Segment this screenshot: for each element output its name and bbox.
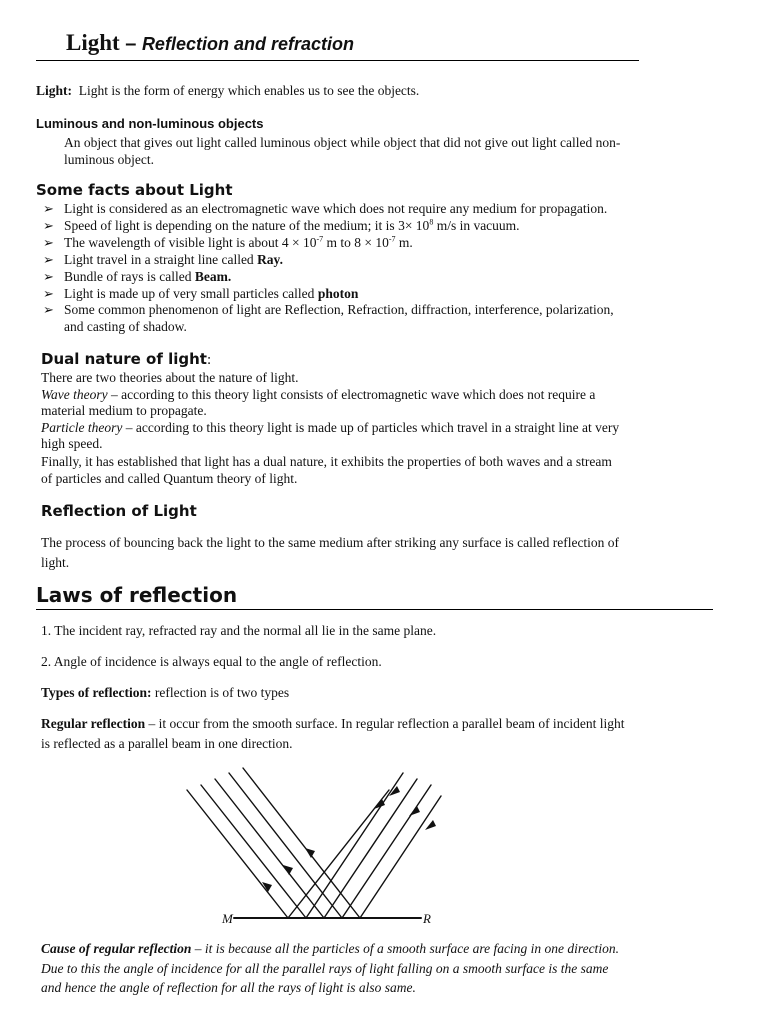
facts-heading: Some facts about Light	[36, 181, 233, 199]
bullet-arrow-icon: ➢	[43, 218, 54, 233]
reflection-line-1: The process of bouncing back the light to the same medium after striking any surface is called reflection of	[41, 535, 620, 550]
fact-item: Light is made up of very small particles called photon	[64, 286, 359, 301]
particle-theory: Particle theory – according to this theory light is made up of particles which travel in a straight line at very	[41, 420, 620, 435]
mirror-left-label: M	[222, 911, 233, 926]
luminous-line-1: An object that gives out light called luminous object while object that did not give out light called non-	[64, 135, 621, 150]
fact-item: The wavelength of visible light is about $4 \times 10^{-7}$ m to $8 \times 10^{-7}$ m.	[64, 234, 413, 250]
luminous-heading: Luminous and non-luminous objects	[36, 116, 264, 131]
fact-item: Bundle of rays is called Beam.	[64, 269, 232, 284]
bullet-arrow-icon: ➢	[43, 201, 54, 216]
fact-item-continuation: and casting of shadow.	[64, 319, 187, 334]
bullet-arrow-icon: ➢	[43, 252, 54, 267]
title-sub: Reflection and refraction	[141, 34, 354, 54]
light-label: Light:	[36, 83, 73, 98]
law-1: 1. The incident ray, refracted ray and the normal all lie in the same plane.	[41, 623, 437, 638]
dual-heading-text: Dual nature of light	[41, 350, 207, 368]
dual-final-1: Finally, it has established that light has a dual nature, it exhibits the properties of both waves and a stream	[41, 454, 612, 469]
cause-line-2: Due to this the angle of incidence for all the parallel rays of light falling on a smooth surface is the same	[41, 961, 609, 976]
fact-item: Light travel in a straight line called Ray.	[64, 252, 283, 267]
cause-line-3: and hence the angle of reflection for all the rays of light is also same.	[41, 980, 416, 995]
fact-item: Speed of light is depending on the nature of the medium; it is $3\times 10^8$ m/s in vacuum.	[64, 217, 520, 233]
reflection-line-2: light.	[41, 555, 70, 570]
dual-heading: Dual nature of light:	[41, 350, 212, 368]
luminous-line-2: luminous object.	[64, 152, 154, 167]
dual-final-2: of particles and called Quantum theory of light.	[41, 471, 298, 486]
dual-line-1: There are two theories about the nature of light.	[41, 370, 299, 385]
regular-reflection: Regular reflection – it occur from the smooth surface. In regular reflection a parallel beam of incident light	[41, 716, 625, 731]
cause-line-1: Cause of regular reflection – it is because all the particles of a smooth surface are facing in one direction.	[41, 941, 619, 956]
title-main: Light	[66, 30, 120, 55]
types-of-reflection: Types of reflection: reflection is of two types	[41, 685, 290, 700]
mirror-right-label: R	[423, 911, 431, 926]
wave-theory-cont: material medium to propagate.	[41, 403, 207, 418]
law-2: 2. Angle of incidence is always equal to the angle of reflection.	[41, 654, 382, 669]
fact-item: Some common phenomenon of light are Reflection, Refraction, diffraction, interference, polarization,	[64, 302, 614, 317]
bullet-arrow-icon: ➢	[43, 286, 54, 301]
title-dash: –	[119, 33, 142, 55]
particle-theory-cont: high speed.	[41, 436, 103, 451]
bullet-arrow-icon: ➢	[43, 235, 54, 250]
fact-item: Light is considered as an electromagnetic wave which does not require any medium for propagation.	[64, 201, 608, 216]
wave-theory: Wave theory – according to this theory light consists of electromagnetic wave which does not require a	[41, 387, 596, 402]
bullet-arrow-icon: ➢	[43, 302, 54, 317]
light-text: Light is the form of energy which enables us to see the objects.	[78, 83, 420, 98]
regular-reflection-cont: is reflected as a parallel beam in one direction.	[41, 736, 293, 751]
reflection-heading: Reflection of Light	[41, 502, 197, 520]
laws-heading: Laws of reflection	[36, 583, 238, 607]
bullet-arrow-icon: ➢	[43, 269, 54, 284]
